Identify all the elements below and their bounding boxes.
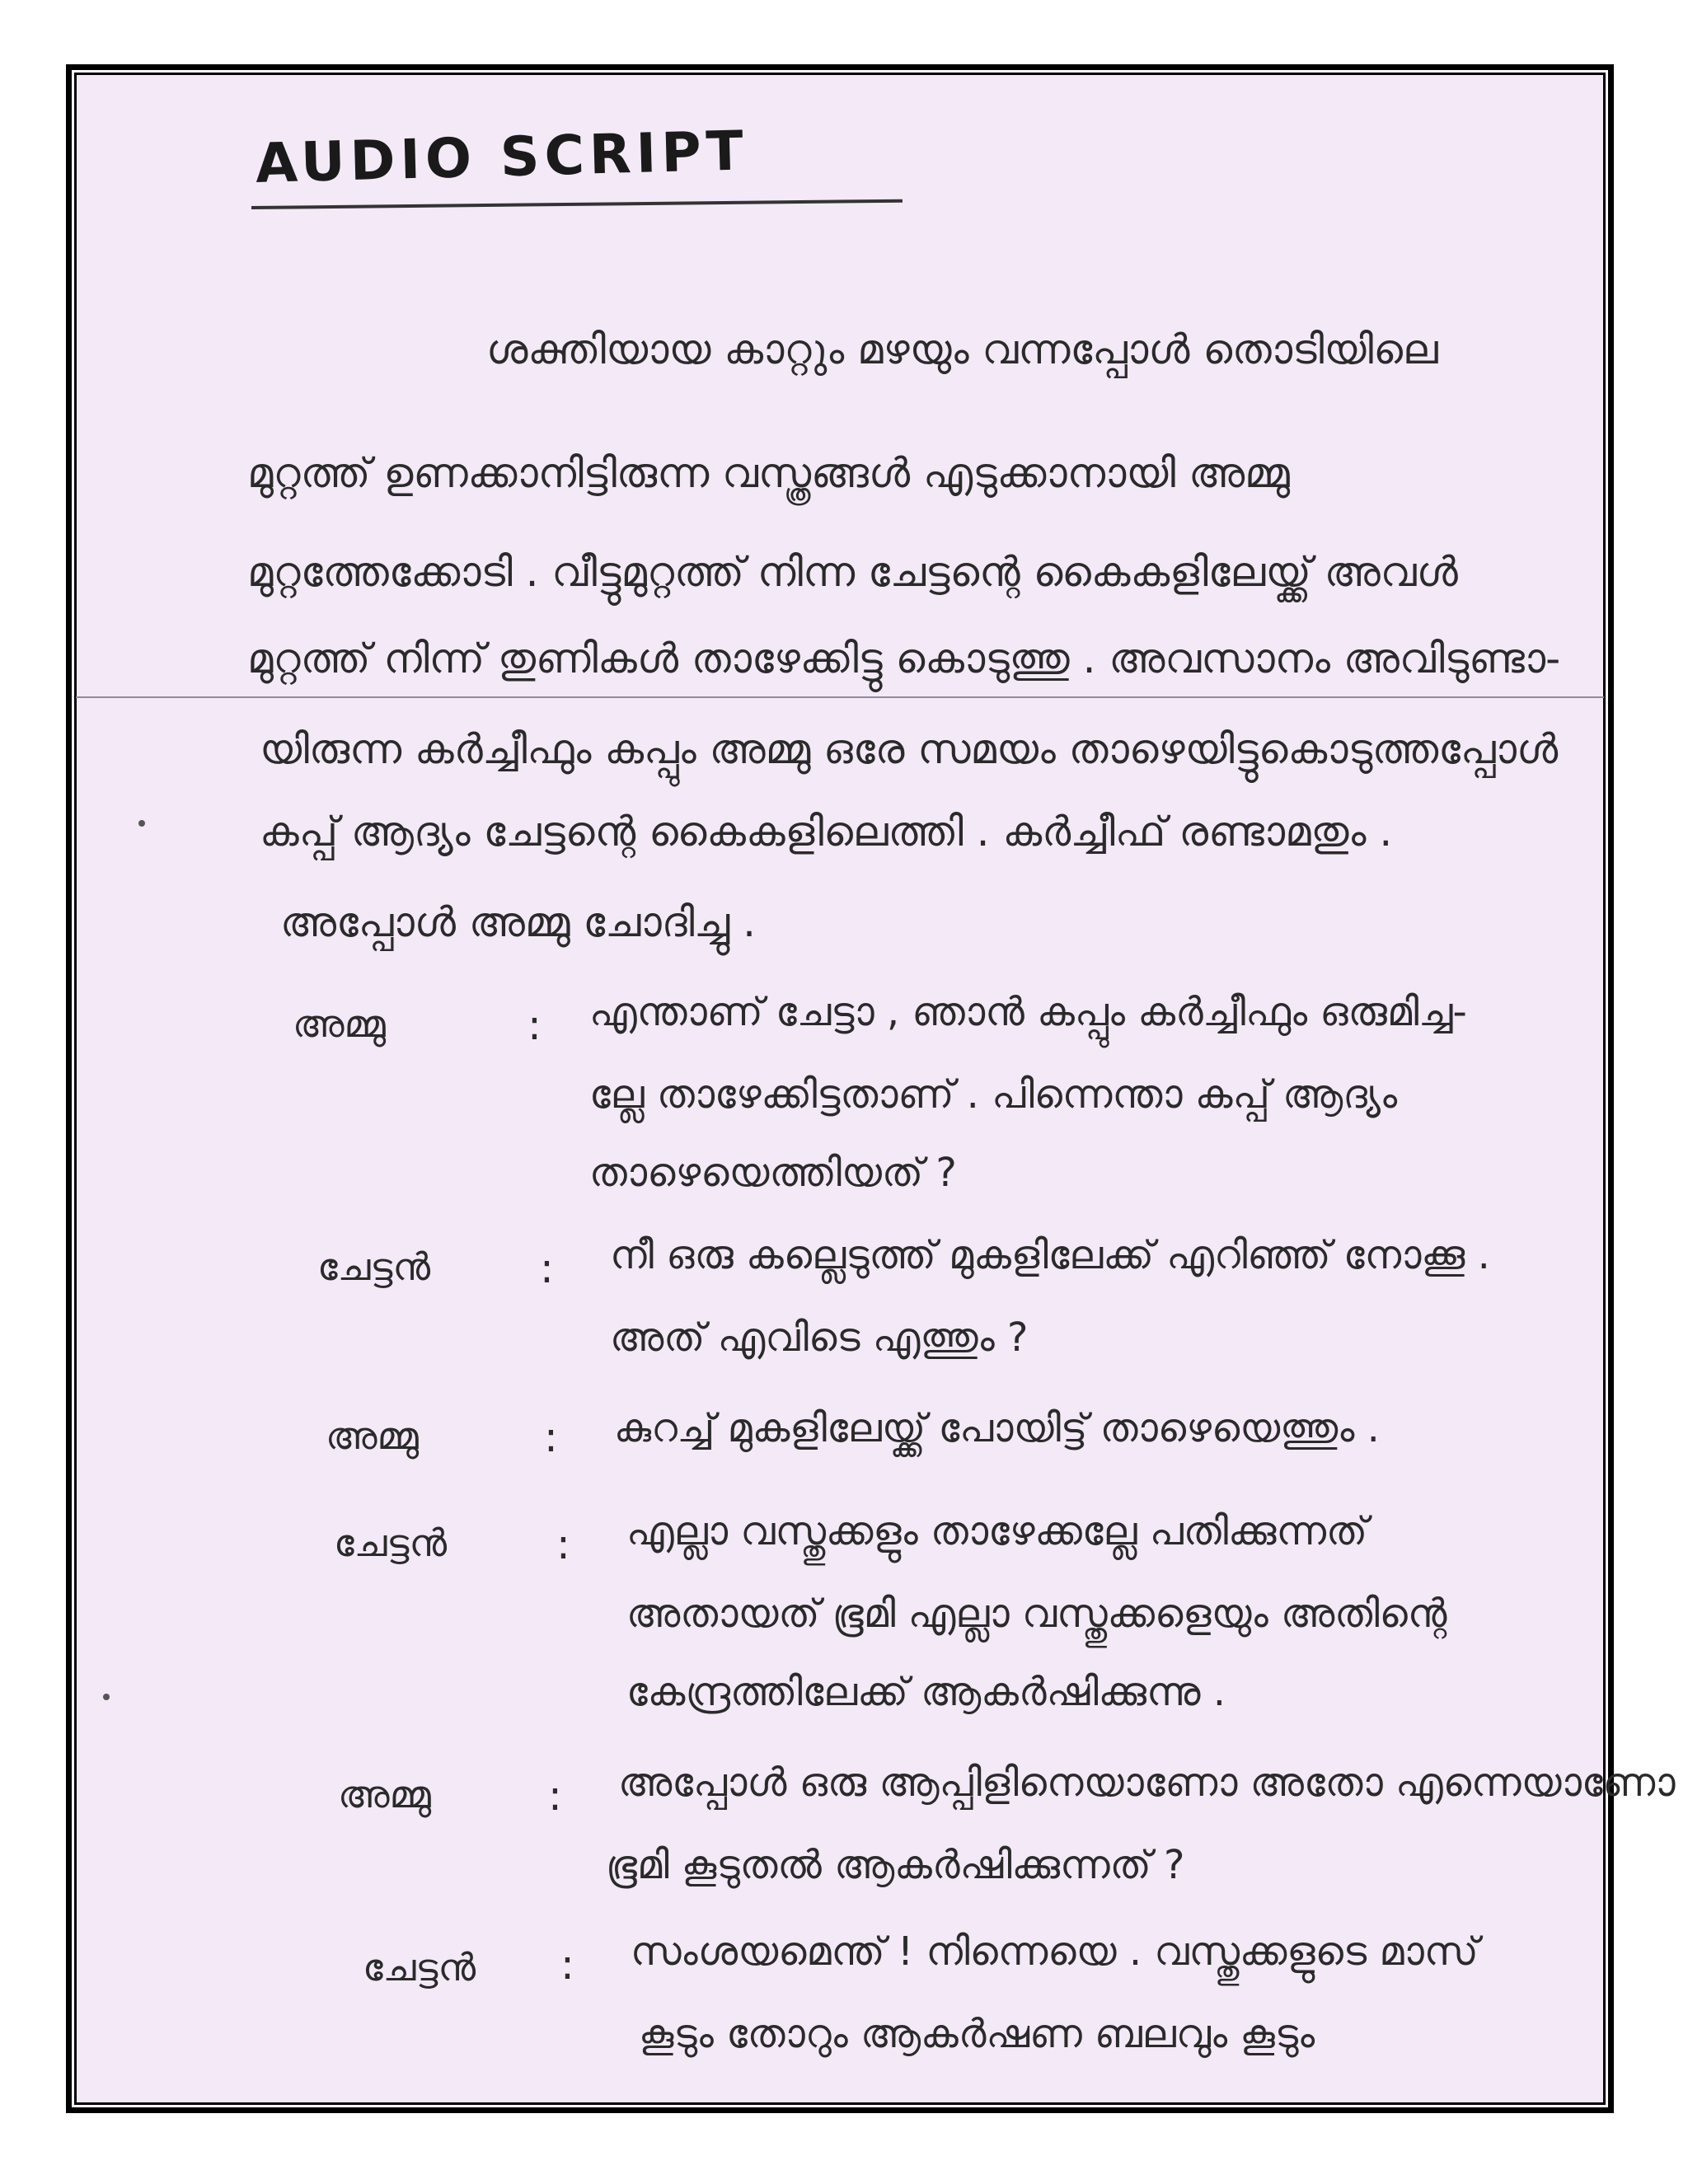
narration-line: യിരുന്ന കർച്ചീഫും കപ്പും അമ്മു ഒരേ സമയം താഴെയിട്ടുകൊടുത്തപ്പോൾ bbox=[260, 725, 1559, 773]
dialogue-line: അതായത് ഭൂമി എല്ലാ വസ്തുക്കളെയും അതിന്റെ bbox=[626, 1591, 1447, 1637]
dialogue-line: കൂടും തോറും ആകർഷണ ബലവും കൂടും bbox=[639, 2011, 1315, 2057]
dialogue-line: അപ്പോൾ ഒരു ആപ്പിളിനെയാണോ അതോ എന്നെയാണോ bbox=[618, 1760, 1676, 1806]
speaker-name: അമ്മു bbox=[293, 1001, 386, 1046]
dialogue-line: അത് എവിടെ എത്തും ? bbox=[610, 1315, 1029, 1361]
narration-line: കപ്പ് ആദ്യം ചേട്ടന്റെ കൈകളിലെത്തി . കർച്ചീഫ് രണ്ടാമതും . bbox=[260, 808, 1393, 855]
narration-line: അപ്പോൾ അമ്മു ചോദിച്ചു . bbox=[280, 898, 757, 946]
speaker-separator: : bbox=[556, 1521, 570, 1568]
speaker-separator: : bbox=[540, 1244, 554, 1292]
dialogue-line: താഴെയെത്തിയത് ? bbox=[589, 1150, 957, 1196]
dialogue-line: എന്താണ് ചേട്ടാ , ഞാൻ കപ്പും കർച്ചീഫും ഒരുമിച്ച- bbox=[589, 989, 1467, 1035]
dialogue-line: എല്ലാ വസ്തുക്കളും താഴേക്കല്ലേ പതിക്കുന്നത് bbox=[626, 1508, 1368, 1554]
speaker-name: ചേട്ടൻ bbox=[334, 1521, 448, 1565]
dialogue-line: നീ ഒരു കല്ലെടുത്ത് മുകളിലേക്ക് എറിഞ്ഞ് നോക്കൂ . bbox=[610, 1232, 1490, 1278]
ink-speck bbox=[138, 820, 145, 827]
narration-line: മുറ്റത്ത് നിന്ന് തുണികൾ താഴേക്കിട്ടു കൊടുത്തു . അവസാനം അവിടുണ്ടാ- bbox=[247, 635, 1561, 682]
dialogue-line: കേന്ദ്രത്തിലേക്ക് ആകർഷിക്കുന്നു . bbox=[626, 1669, 1226, 1715]
speaker-name: ചേട്ടൻ bbox=[363, 1945, 476, 1990]
page-title: AUDIO SCRIPT bbox=[254, 119, 749, 195]
narration-line: ശക്തിയായ കാറ്റും മഴയും വന്നപ്പോൾ തൊടിയിലെ bbox=[486, 326, 1438, 373]
narration-line: മുറ്റത്തേക്കോടി . വീട്ടുമുറ്റത്ത് നിന്ന ചേട്ടന്റെ കൈകളിലേയ്ക്ക് അവൾ bbox=[247, 548, 1458, 596]
dialogue-line: കുറച്ച് മുകളിലേയ്ക്ക് പോയിട്ട് താഴെയെത്തും . bbox=[614, 1405, 1380, 1451]
ink-speck bbox=[103, 1694, 110, 1700]
faint-ruled-line bbox=[76, 696, 1604, 698]
speaker-name: അമ്മു bbox=[338, 1772, 431, 1816]
speaker-name: ചേട്ടൻ bbox=[317, 1244, 431, 1289]
speaker-separator: : bbox=[548, 1772, 562, 1820]
narration-line: മുറ്റത്ത് ഉണക്കാനിട്ടിരുന്ന വസ്ത്രങ്ങൾ എടുക്കാനായി അമ്മു bbox=[247, 449, 1290, 497]
dialogue-line: ല്ലേ താഴേക്കിട്ടതാണ് . പിന്നെന്താ കപ്പ് ആദ്യം bbox=[589, 1071, 1398, 1118]
dialogue-line: സംശയമെന്ത് ! നിന്നെയെ . വസ്തുക്കളുടെ മാസ് bbox=[631, 1929, 1479, 1975]
speaker-separator: : bbox=[560, 1941, 574, 1989]
dialogue-line: ഭൂമി കൂടുതൽ ആകർഷിക്കുന്നത് ? bbox=[606, 1842, 1185, 1888]
speaker-separator: : bbox=[528, 1001, 542, 1049]
speaker-name: അമ്മു bbox=[326, 1413, 419, 1458]
speaker-separator: : bbox=[544, 1413, 558, 1461]
